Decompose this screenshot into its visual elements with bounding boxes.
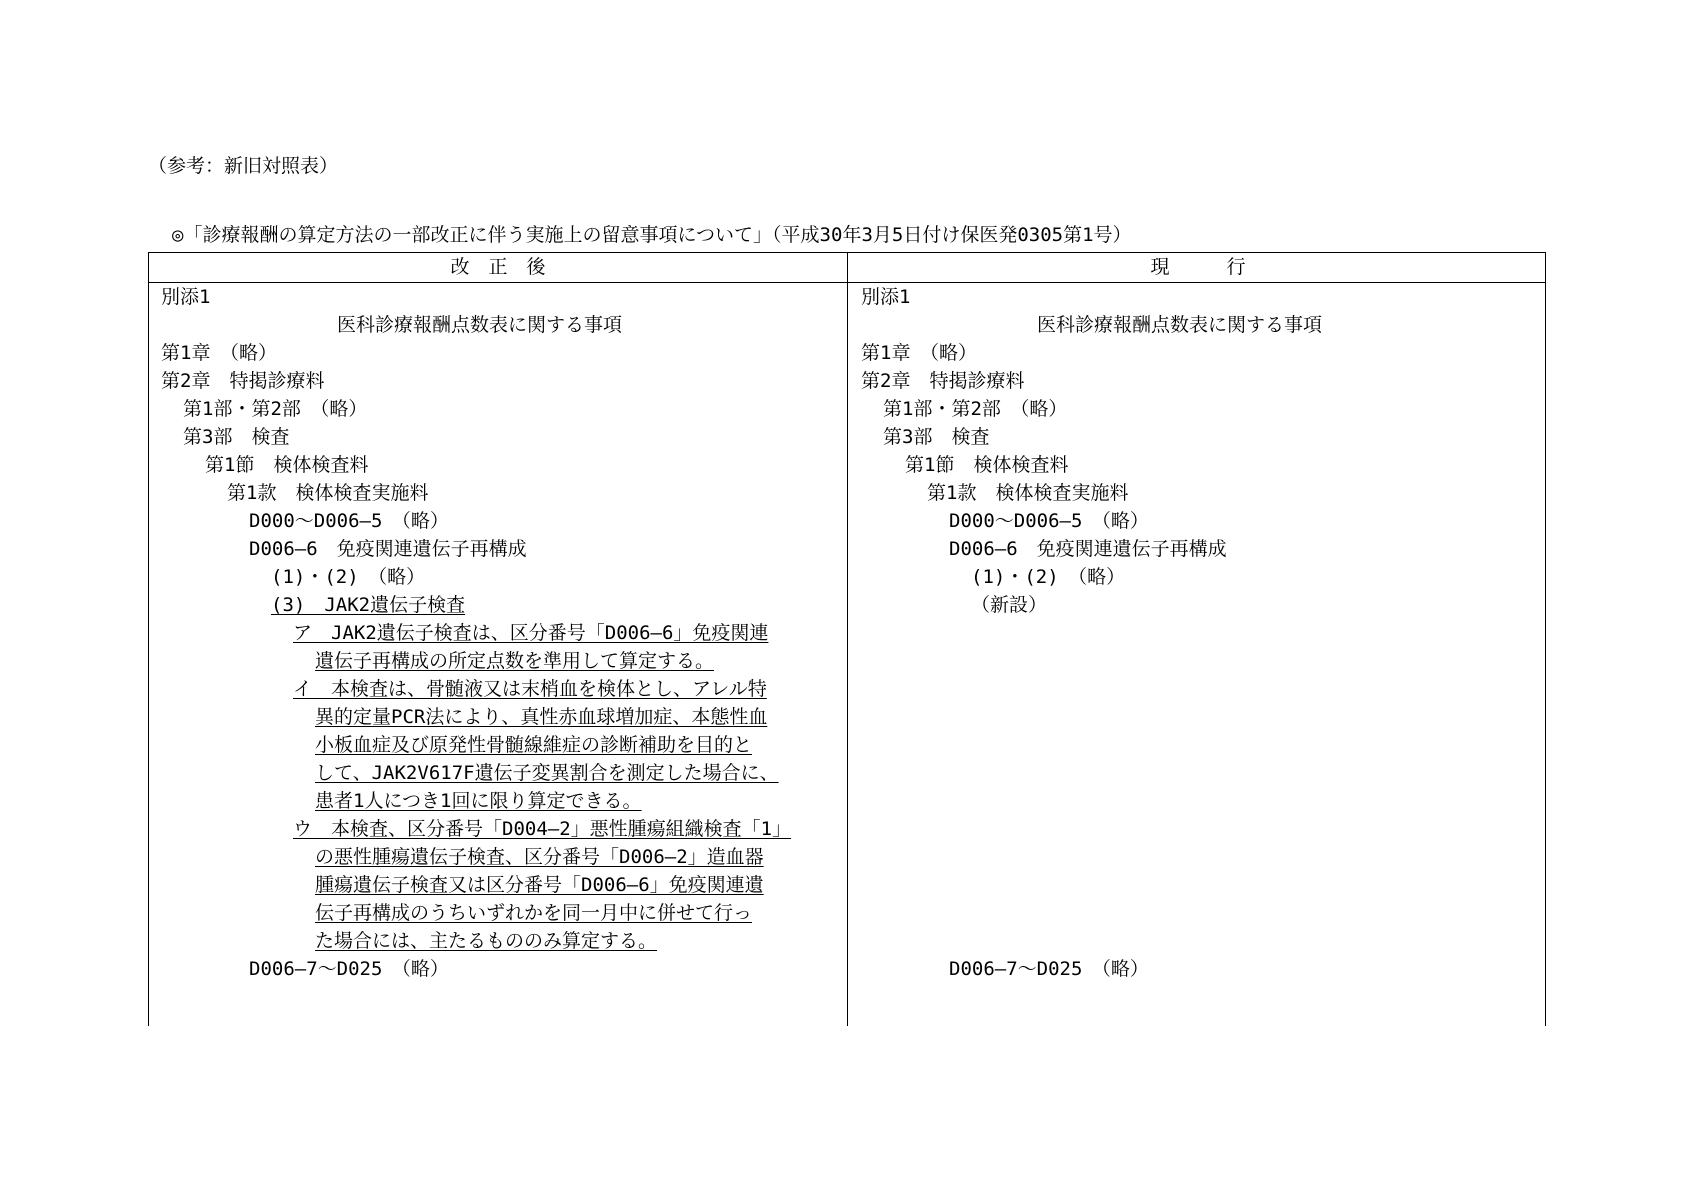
paragraph-u-line-4: 伝子再構成のうちいずれかを同一月中に併せて行っ [315, 902, 753, 924]
annex-label: 別添1 [861, 286, 911, 308]
new-item-note: （新設） [971, 594, 1048, 616]
paragraph-a-line-1: ア JAK2遺伝子検査は、区分番号「D006―6」免疫関連 [293, 622, 769, 644]
annex-label: 別添1 [161, 286, 211, 308]
paragraph-i-line-4: して、JAK2V617F遺伝子変異割合を測定した場合に、 [315, 762, 779, 784]
column-divider [847, 253, 848, 1026]
paragraph-u-line-2: の悪性腫瘍遺伝子検査、区分番号「D006―2」造血器 [315, 846, 764, 868]
paragraph-a-line-2: 遺伝子再構成の所定点数を準用して算定する。 [315, 650, 715, 672]
chapter-2: 第2章 特掲診療料 [161, 370, 325, 392]
item-d006-7-d025: D006―7～D025 （略） [249, 958, 449, 980]
chapter-1: 第1章 （略） [861, 342, 977, 364]
item-3-heading: (3) JAK2遺伝子検査 [271, 594, 466, 616]
chapter-2: 第2章 特掲診療料 [861, 370, 1025, 392]
chapter-1: 第1章 （略） [161, 342, 277, 364]
subsection-1: 第1款 検体検査実施料 [927, 482, 1129, 504]
section-heading: 医科診療報酬点数表に関する事項 [337, 314, 623, 336]
document-title: ◎「診療報酬の算定方法の一部改正に伴う実施上の留意事項について」（平成30年3月5日付け保医発0305第1号） [172, 224, 1132, 246]
item-d006-6: D006―6 免疫関連遺伝子再構成 [949, 538, 1227, 560]
current-column [849, 283, 1547, 1026]
part-3: 第3部 検査 [883, 426, 990, 448]
item-d006-7-d025: D006―7～D025 （略） [949, 958, 1149, 980]
paragraph-i-line-2: 異的定量PCR法により、真性赤血球増加症、本態性血 [315, 706, 768, 728]
subsection-1: 第1款 検体検査実施料 [227, 482, 429, 504]
paragraph-i-line-1: イ 本検査は、骨髄液又は末梢血を検体とし、アレル特 [293, 678, 767, 700]
reference-note: （参考：新旧対照表） [148, 155, 339, 177]
paragraph-u-line-1: ウ 本検査、区分番号「D004―2」悪性腫瘍組織検査「1」 [293, 818, 792, 840]
section-1: 第1節 検体検査料 [905, 454, 1069, 476]
item-d006-6: D006―6 免疫関連遺伝子再構成 [249, 538, 527, 560]
item-d000-d006-5: D000～D006―5 （略） [249, 510, 449, 532]
part-3: 第3部 検査 [183, 426, 290, 448]
paragraph-u-line-5: た場合には、主たるもののみ算定する。 [315, 930, 658, 952]
part-1-2: 第1部・第2部 （略） [183, 398, 368, 420]
item-d000-d006-5: D000～D006―5 （略） [949, 510, 1149, 532]
part-1-2: 第1部・第2部 （略） [883, 398, 1068, 420]
revised-column [149, 283, 847, 1026]
comparison-table [148, 252, 1546, 1026]
item-1-2: (1)・(2) （略） [971, 566, 1126, 588]
item-1-2: (1)・(2) （略） [271, 566, 426, 588]
section-1: 第1節 検体検査料 [205, 454, 369, 476]
paragraph-u-line-3: 腫瘍遺伝子検査又は区分番号「D006―6」免疫関連遺 [315, 874, 764, 896]
paragraph-i-line-3: 小板血症及び原発性骨髄線維症の診断補助を目的と [315, 734, 753, 756]
header-current: 現 行 [1150, 256, 1246, 278]
header-revised: 改 正 後 [450, 256, 546, 278]
paragraph-i-line-5: 患者1人につき1回に限り算定できる。 [315, 790, 642, 812]
section-heading: 医科診療報酬点数表に関する事項 [1037, 314, 1323, 336]
